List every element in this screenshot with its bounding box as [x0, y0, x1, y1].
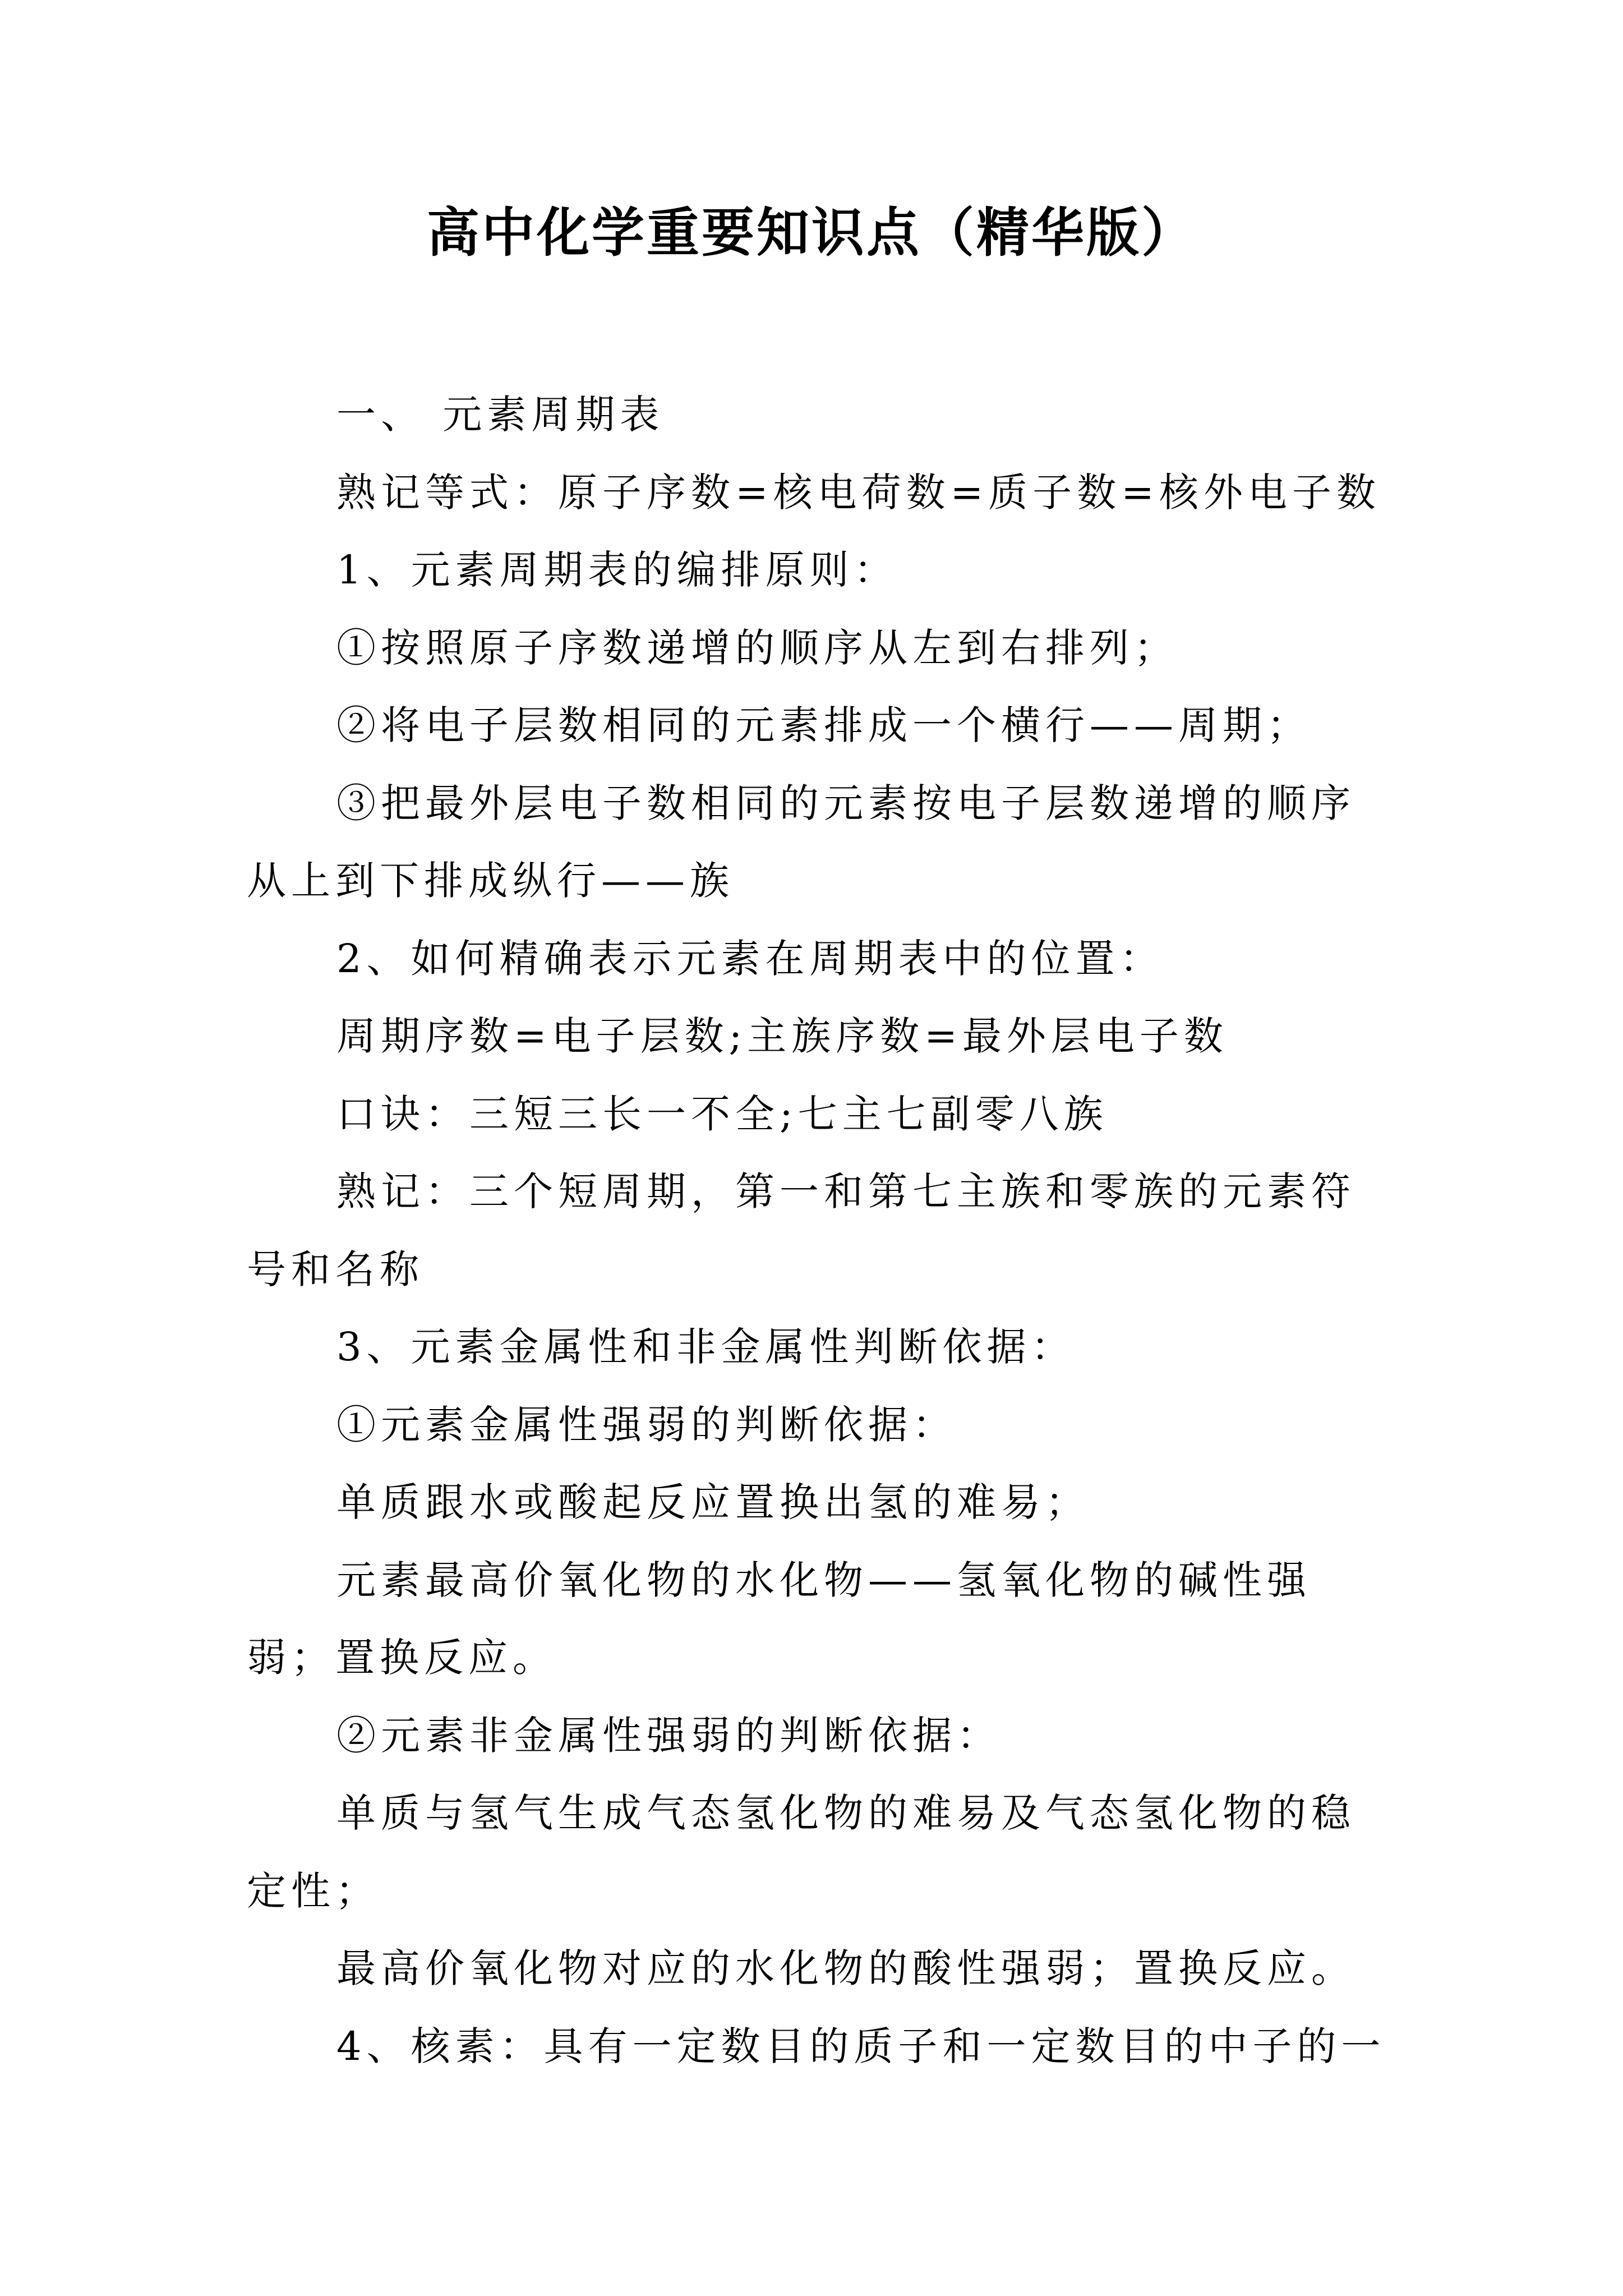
document-body	[247, 376, 1385, 2085]
paragraph: 熟记：三个短周期，第一和第七主族和零族的元素符号和名称	[247, 1168, 1355, 1292]
paragraph: 2、如何精确表示元素在周期表中的位置：	[336, 935, 1164, 982]
paragraph: 单质跟水或酸起反应置换出氢的难易；	[336, 1479, 1090, 1525]
paragraph: 元素最高价氧化物的水化物——氢氧化物的碱性强弱；置换反应。	[247, 1557, 1311, 1681]
section-heading: 一、 元素周期表	[336, 392, 665, 438]
paragraph: 周期序数=电子层数;主族序数=最外层电子数	[336, 1013, 1228, 1059]
paragraph: ②元素非金属性强弱的判断依据：	[336, 1712, 1001, 1759]
paragraph: ①元素金属性强弱的判断依据：	[336, 1401, 957, 1448]
paragraph: 熟记等式：原子序数=核电荷数=质子数=核外电子数	[336, 469, 1381, 516]
paragraph: 3、元素金属性和非金属性判断依据：	[336, 1324, 1076, 1370]
paragraph: 最高价氧化物对应的水化物的酸性强弱；置换反应。	[336, 1945, 1355, 1991]
paragraph: 1、元素周期表的编排原则：	[336, 547, 898, 593]
paragraph: ③把最外层电子数相同的元素按电子层数递增的顺序从上到下排成纵行——族	[247, 780, 1355, 904]
paragraph: ①按照原子序数递增的顺序从左到右排列；	[336, 624, 1178, 671]
paragraph: 口诀：三短三长一不全;七主七副零八族	[336, 1091, 1108, 1137]
paragraph: 单质与氢气生成气态氢化物的难易及气态氢化物的稳定性；	[247, 1790, 1355, 1914]
paragraph: ②将电子层数相同的元素排成一个横行——周期；	[336, 702, 1311, 748]
document-title: 高中化学重要知识点（精华版）	[426, 202, 1196, 264]
paragraph: 4、核素：具有一定数目的质子和一定数目的中子的一	[336, 2023, 1386, 2069]
